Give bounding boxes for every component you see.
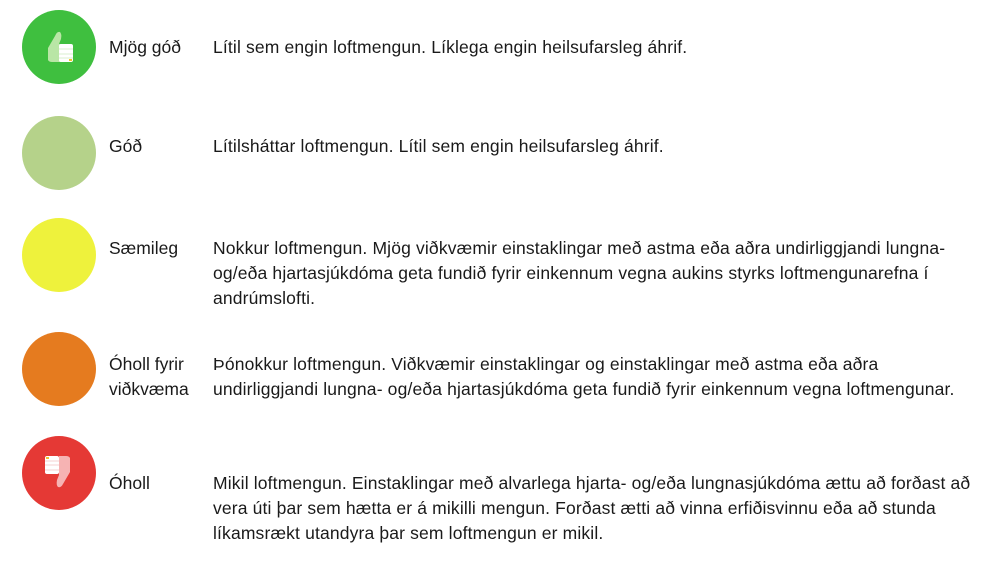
level-label: Góð (109, 136, 143, 156)
level-description: Mikil loftmengun. Einstaklingar með alvarlega hjarta- og/eða lungnasjúkdóma ættu að forðast að vera úti þar sem hætta er á mikilli mengun. Forðast ætti að vinna erfiðisvinnu eða að stunda líkamsrækt utandyra þar sem loftmengun er mikil. (213, 473, 971, 543)
level-indicator-unhealthy-sensitive (22, 332, 96, 406)
level-indicator-very-good (22, 10, 96, 84)
level-label: Óholl (109, 473, 150, 493)
level-indicator-unhealthy (22, 436, 96, 510)
level-label: Mjög góð (109, 37, 181, 57)
thumbs-down-icon (22, 436, 96, 510)
level-description: Þónokkur loftmengun. Viðkvæmir einstaklingar og einstaklingar með astma eða aðra undirliggjandi lungna- og/eða hjartasjúkdóma geta fundið fyrir einkennum vegna loftmengunar. (213, 354, 955, 399)
level-indicator-moderate (22, 218, 96, 292)
level-description: Nokkur loftmengun. Mjög viðkvæmir einstaklingar með astma eða aðra undirliggjandi lungna- og/eða hjartasjúkdóma geta fundið fyrir einkennum vegna aukins styrks loftmengunarefna í andrúmslofti. (213, 238, 946, 308)
thumbs-up-icon (22, 10, 96, 84)
level-indicator-good (22, 116, 96, 190)
level-description: Lítilsháttar loftmengun. Lítil sem engin heilsufarsleg áhrif. (213, 136, 664, 156)
level-label: Óholl fyrir viðkvæma (109, 354, 189, 399)
level-label: Sæmileg (109, 238, 179, 258)
level-description: Lítil sem engin loftmengun. Líklega engin heilsufarsleg áhrif. (213, 37, 688, 57)
